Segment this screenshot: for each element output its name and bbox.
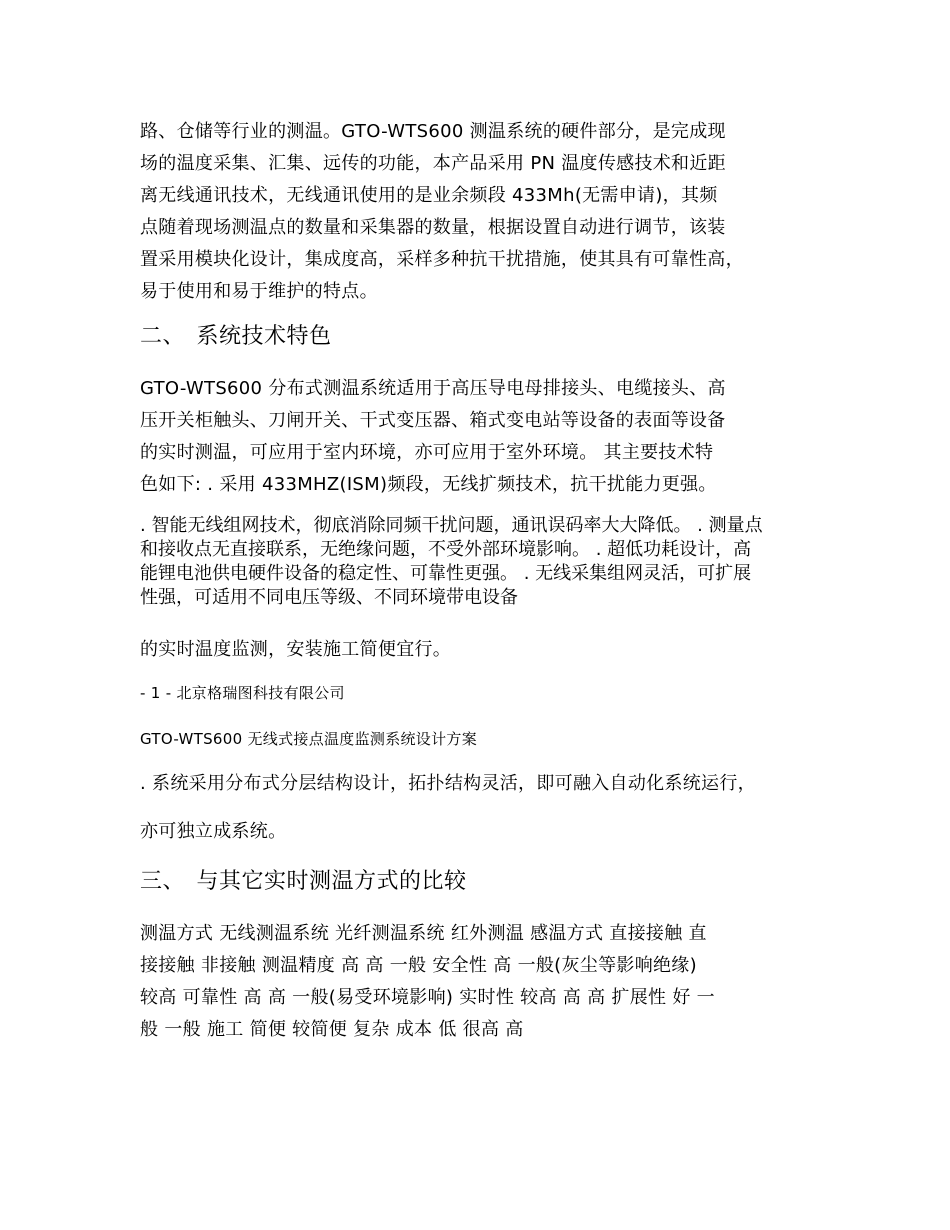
text-line: 和接收点无直接联系，无绝缘问题，不受外部环境影响。 . 超低功耗设计，高 — [140, 539, 752, 560]
text-line: 接接触 非接触 测温精度 高 高 一般 安全性 高 一般(灰尘等影响绝缘) — [140, 955, 697, 976]
text-line: 性强，可适用不同电压等级、不同环境带电设备 — [140, 587, 518, 608]
paragraph-standalone — [140, 816, 830, 848]
text-line: . 系统采用分布式分层结构设计，拓扑结构灵活，即可融入自动化系统运行， — [140, 773, 756, 794]
text-line: 较高 可靠性 高 高 一般(易受环境影响) 实时性 较高 高 高 扩展性 好 一 — [140, 987, 715, 1008]
text-line: 离无线通讯技术，无线通讯使用的是业余频段 433Mh(无需申请)，其频 — [140, 185, 718, 206]
paragraph-feature-list — [140, 514, 830, 610]
text-line: 场的温度采集、汇集、远传的功能，本产品采用 PN 温度传感技术和近距 — [140, 153, 726, 174]
text-line: GTO-WTS600 分布式测温系统适用于高压导电母排接头、电缆接头、高 — [140, 378, 726, 399]
section-title: 二、 系统技术特色 — [140, 324, 332, 349]
text-line: 测温方式 无线测温系统 光纤测温系统 红外测温 感温方式 直接接触 直 — [140, 923, 707, 944]
paragraph-comparison — [140, 918, 830, 1046]
text-line: 色如下: . 采用 433MHZ(ISM)频段，无线扩频技术，抗干扰能力更强。 — [140, 474, 717, 495]
text-line: 置采用模块化设计，集成度高，采样多种抗干扰措施，使其具有可靠性高， — [140, 249, 744, 270]
text-line: 路、仓储等行业的测温。GTO-WTS600 测温系统的硬件部分，是完成现 — [140, 121, 726, 142]
paragraph-system-features — [140, 373, 830, 501]
text-line: 般 一般 施工 简便 较简便 复杂 成本 低 很高 高 — [140, 1019, 524, 1040]
text-line: 的实时测温，可应用于室内环境，亦可应用于室外环境。 其主要技术特 — [140, 442, 714, 463]
section-title: 三、 与其它实时测温方式的比较 — [140, 869, 467, 894]
paragraph-hardware-overview — [140, 116, 830, 308]
header-document-title: GTO-WTS600 无线式接点温度监测系统设计方案 — [140, 730, 477, 748]
section-heading-3 — [140, 867, 830, 897]
text-line: 能锂电池供电硬件设备的稳定性、可靠性更强。 . 无线采集组网灵活，可扩展 — [140, 563, 752, 584]
section-heading-2 — [140, 322, 830, 352]
text-line: 点随着现场测温点的数量和采集器的数量，根据设置自动进行调节，该装 — [140, 217, 726, 238]
paragraph-installation — [140, 634, 830, 666]
footer-page-number-company: - 1 - 北京格瑞图科技有限公司 — [140, 684, 345, 702]
text-line: 压开关柜触头、刀闸开关、干式变压器、箱式变电站等设备的表面等设备 — [140, 410, 726, 431]
paragraph-architecture — [140, 768, 830, 800]
page-header — [140, 728, 830, 750]
text-line: . 智能无线组网技术，彻底消除同频干扰问题，通讯误码率大大降低。 . 测量点 — [140, 515, 763, 536]
text-line: 的实时温度监测，安装施工简便宜行。 — [140, 639, 452, 660]
text-line: 易于使用和易于维护的特点。 — [140, 281, 378, 302]
page-footer — [140, 682, 830, 704]
text-line: 亦可独立成系统。 — [140, 821, 287, 842]
